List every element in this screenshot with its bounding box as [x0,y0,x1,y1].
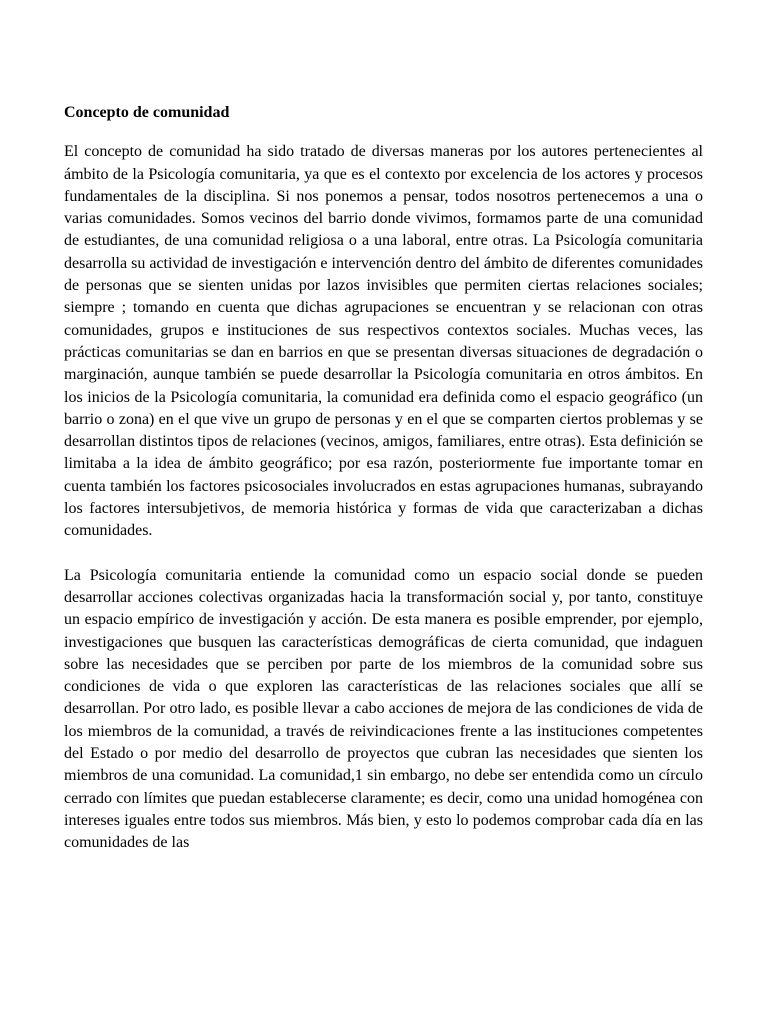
document-page [64,102,703,877]
section-heading: Concepto de comunidad [64,104,230,121]
body-paragraph-1: El concepto de comunidad ha sido tratado de diversas maneras por los autores pertenecientes al ámbito de la Psicología comunitaria, ya que es el contexto por excelencia de los actores y procesos fundamentales de la disciplina. Si nos ponemos a pensar, todos nosotros pertenecemos a una o varias comunidades. Somos vecinos del barrio donde vivimos, formamos parte de una comunidad de estudiantes, de una comunidad religiosa o a una laboral, entre otras. La Psicología comunitaria desarrolla su actividad de investigación e intervención dentro del ámbito de diferentes comunidades de personas que se sienten unidas por lazos invisibles que permiten ciertas relaciones sociales; siempre ; tomando en cuenta que dichas agrupaciones se encuentran y se relacionan con otras comunidades, grupos e instituciones de sus respectivos contextos sociales. Muchas veces, las prácticas comunitarias se dan en barrios en que se presentan diversas situaciones de degradación o marginación, aunque también se puede desarrollar la Psicología comunitaria en otros ámbitos. En los inicios de la Psicología comunitaria, la comunidad era definida como el espacio geográfico (un barrio o zona) en el que vive un grupo de personas y en el que se comparten ciertos problemas y se desarrollan distintos tipos de relaciones (vecinos, amigos, familiares, entre otras). Esta definición se limitaba a la idea de ámbito geográfico; por esa razón, posteriormente fue importante tomar en cuenta también los factores psicosociales involucrados en estas agrupaciones humanas, subrayando los factores intersubjetivos, de memoria histórica y formas de vida que caracterizaban a dichas comunidades. [64,143,703,540]
body-paragraph-2: La Psicología comunitaria entiende la comunidad como un espacio social donde se pueden desarrollar acciones colectivas organizadas hacia la transformación social y, por tanto, constituye un espacio empírico de investigación y acción. De esta manera es posible emprender, por ejemplo, investigaciones que busquen las características demográficas de cierta comunidad, que indaguen sobre las necesidades que se perciben por parte de los miembros de la comunidad sobre sus condiciones de vida o que exploren las características de las relaciones sociales que allí se desarrollan. Por otro lado, es posible llevar a cabo acciones de mejora de las condiciones de vida de los miembros de la comunidad, a través de reivindicaciones frente a las instituciones competentes del Estado o por medio del desarrollo de proyectos que cubran las necesidades que sienten los miembros de una comunidad. La comunidad,1 sin embargo, no debe ser entendida como un círculo cerrado con límites que puedan establecerse claramente; es decir, como una unidad homogénea con intereses iguales entre todos sus miembros. Más bien, y esto lo podemos comprobar cada día en las comunidades de las [64,566,703,852]
